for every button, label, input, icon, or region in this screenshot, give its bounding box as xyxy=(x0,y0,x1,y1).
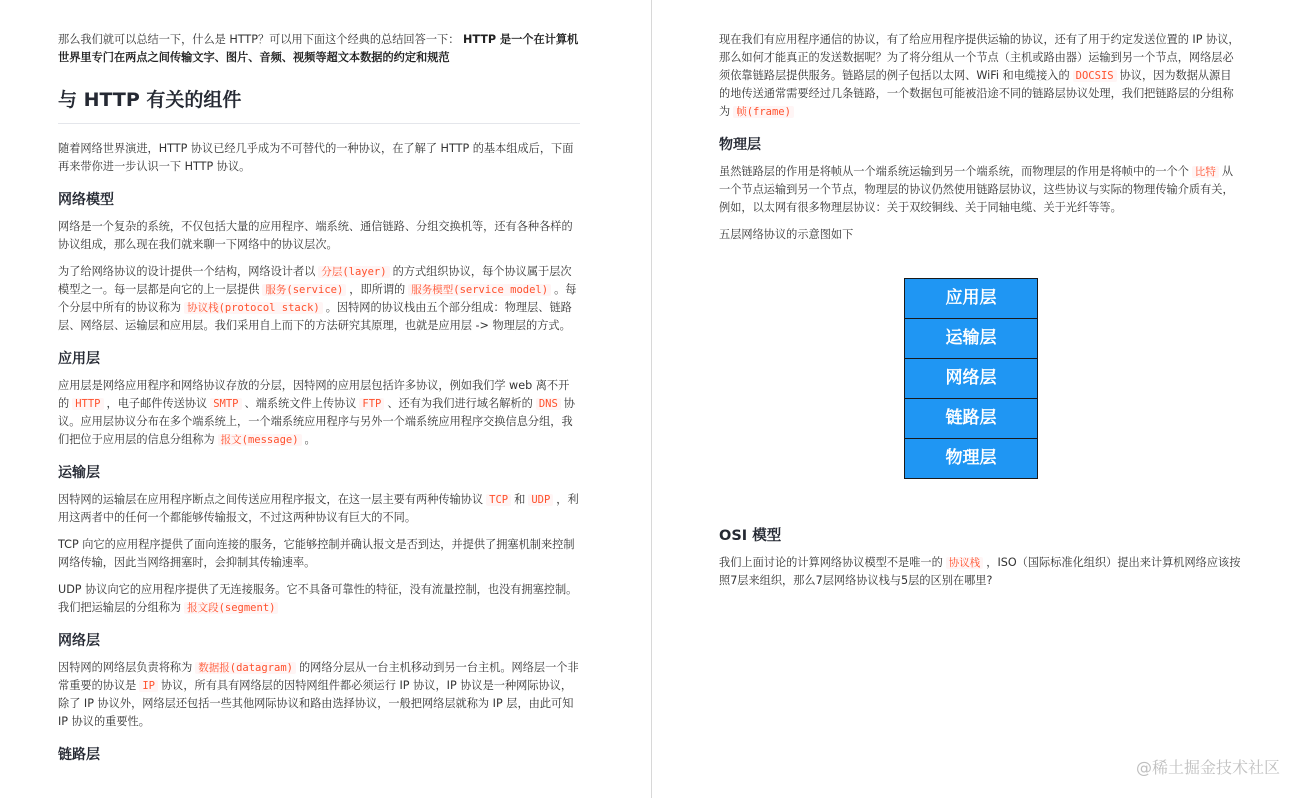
osi-paragraph: 我们上面讨论的计算网络协议模型不是唯一的 协议栈 ，ISO（国际标准化组织）提出来计算机网络应该按照7层来组织，那么7层网络协议栈与5层的区别在哪里? xyxy=(719,556,1241,587)
diagram-layer-application: 应用层 xyxy=(905,279,1037,319)
inline-code: 协议栈 xyxy=(946,557,984,569)
http-definition: HTTP 是一个在计算机世界里专门在两点之间传输文字、图片、音频、视频等超文本数据的约定和规范 xyxy=(58,33,579,64)
inline-code: 比特 xyxy=(1192,166,1219,178)
heading-transport-layer: 运输层 xyxy=(58,465,100,481)
network-model-paragraph-2: 为了给网络协议的设计提供一个结构，网络设计者以 分层(layer) 的方式组织协议，每个协议属于层次模型之一。每一层都是向它的上一层提供 服务(service) ，即所谓的 服务模型(service model) 。每个分层中所有的协议称为 协议栈(protocol stack) 。因特网的协议栈由五个部分组成：物理层、链路层、网络层、运输层和应用层。我们采用自上而下的方法研究其原理，也就是应用层 -> 物理层的方式。 xyxy=(58,265,577,332)
intro-paragraph: 那么我们就可以总结一下，什么是 HTTP？可以用下面这个经典的总结回答一下： HTTP 是一个在计算机世界里专门在两点之间传输文字、图片、音频、视频等超文本数据的约定和规范 xyxy=(58,33,579,64)
heading-application-layer: 应用层 xyxy=(58,351,100,367)
transport-layer-paragraph-3: UDP 协议向它的应用程序提供了无连接服务。它不具备可靠性的特征，没有流量控制，也没有拥塞控制。我们把运输层的分组称为 报文段(segment) xyxy=(58,583,578,614)
five-layer-diagram xyxy=(904,278,1038,479)
diagram-layer-physical: 物理层 xyxy=(905,439,1037,478)
transport-layer-paragraph-1: 因特网的运输层在应用程序断点之间传送应用程序报文，在这一层主要有两种传输协议 TCP 和 UDP ，利用这两者中的任何一个都能够传输报文，不过这两种协议有巨大的不同。 xyxy=(58,493,579,524)
transport-layer-paragraph-2: TCP 向它的应用程序提供了面向连接的服务，它能够控制并确认报文是否到达，并提供了拥塞机制来控制网络传输，因此当网络拥塞时，会抑制其传输速率。 xyxy=(58,538,575,569)
inline-code: IP xyxy=(139,680,158,692)
inline-code: 报文段(segment) xyxy=(184,602,278,614)
application-layer-paragraph: 应用层是网络应用程序和网络协议存放的分层，因特网的应用层包括许多协议，例如我们学 web 离不开的 HTTP ，电子邮件传送协议 SMTP 、端系统文件上传协议 FTP 、还有为我们进行域名解析的 DNS 协议。应用层协议分布在多个端系统上，一个端系统应用程序与另外一个端系统应用程序交换信息分组，我们把位于应用层的信息分组称为 报文(message) 。 xyxy=(58,379,575,446)
inline-code: UDP xyxy=(528,494,553,506)
link-layer-paragraph: 现在我们有应用程序通信的协议，有了给应用程序提供运输的协议，还有了用于约定发送位置的 IP 协议，那么如何才能真正的发送数据呢？为了将分组从一个节点（主机或路由器）运输到另一个节点，网络层必须依靠链路层提供服务。链路层的例子包括以太网、WiFi 和电缆接入的 DOCSIS 协议，因为数据从源目的地传送通常需要经过几条链路，一个数据包可能被沿途不同的链路层协议处理，我们把链路层的分组称为 帧(frame) xyxy=(719,33,1240,118)
inline-code: 数据报(datagram) xyxy=(195,662,296,674)
diagram-layer-link: 链路层 xyxy=(905,399,1037,439)
inline-code: 服务(service) xyxy=(262,284,346,296)
inline-code: TCP xyxy=(486,494,511,506)
network-layer-paragraph: 因特网的网络层负责将称为 数据报(datagram) 的网络分层从一台主机移动到另一台主机。网络层一个非常重要的协议是 IP 协议，所有具有网络层的因特网组件都必须运行 IP 协议，IP 协议是一种网际协议，除了 IP 协议外，网络层还包括一些其他网际协议和路由选择协议，一般把网络层就称为 IP 层，由此可知 IP 协议的重要性。 xyxy=(58,661,579,728)
left-column xyxy=(58,31,580,773)
right-column xyxy=(719,31,1241,244)
inline-code: 分层(layer) xyxy=(318,266,389,278)
watermark: @稀土掘金技术社区 xyxy=(1135,758,1280,777)
inline-code: HTTP xyxy=(72,398,103,410)
heading-link-layer: 链路层 xyxy=(58,747,100,763)
inline-code: FTP xyxy=(359,398,384,410)
diagram-caption: 五层网络协议的示意图如下 xyxy=(719,228,854,241)
network-model-paragraph-1: 网络是一个复杂的系统，不仅包括大量的应用程序、端系统、通信链路、分组交换机等，还有各种各样的协议组成，那么现在我们就来聊一下网络中的协议层次。 xyxy=(58,220,573,251)
heading-network-layer: 网络层 xyxy=(58,633,100,649)
section-intro-paragraph: 随着网络世界演进，HTTP 协议已经几乎成为不可替代的一种协议，在了解了 HTTP 的基本组成后，下面再来带你进一步认识一下 HTTP 协议。 xyxy=(58,142,574,173)
inline-code: SMTP xyxy=(210,398,241,410)
physical-layer-paragraph: 虽然链路层的作用是将帧从一个端系统运输到另一个端系统，而物理层的作用是将帧中的一个个 比特 从一个节点运输到另一个节点，物理层的协议仍然使用链路层协议，这些协议与实际的物理传输介质有关，例如，以太网有很多物理层协议：关于双绞铜线、关于同轴电缆、关于光纤等等。 xyxy=(719,165,1234,214)
inline-code: 报文(message) xyxy=(218,434,302,446)
heading-osi-model: OSI 模型 xyxy=(719,528,782,544)
inline-code: DOCSIS xyxy=(1073,70,1117,82)
inline-code: 服务模型(service model) xyxy=(408,284,551,296)
section-title: 与 HTTP 有关的组件 xyxy=(58,87,580,124)
page-right xyxy=(652,0,1302,798)
inline-code: 帧(frame) xyxy=(733,106,794,118)
inline-code: DNS xyxy=(536,398,561,410)
inline-code: 协议栈(protocol stack) xyxy=(184,302,323,314)
diagram-layer-network: 网络层 xyxy=(905,359,1037,399)
diagram-layer-transport: 运输层 xyxy=(905,319,1037,359)
heading-physical-layer: 物理层 xyxy=(719,137,761,153)
right-column-lower xyxy=(719,512,1241,590)
heading-network-model: 网络模型 xyxy=(58,192,114,208)
